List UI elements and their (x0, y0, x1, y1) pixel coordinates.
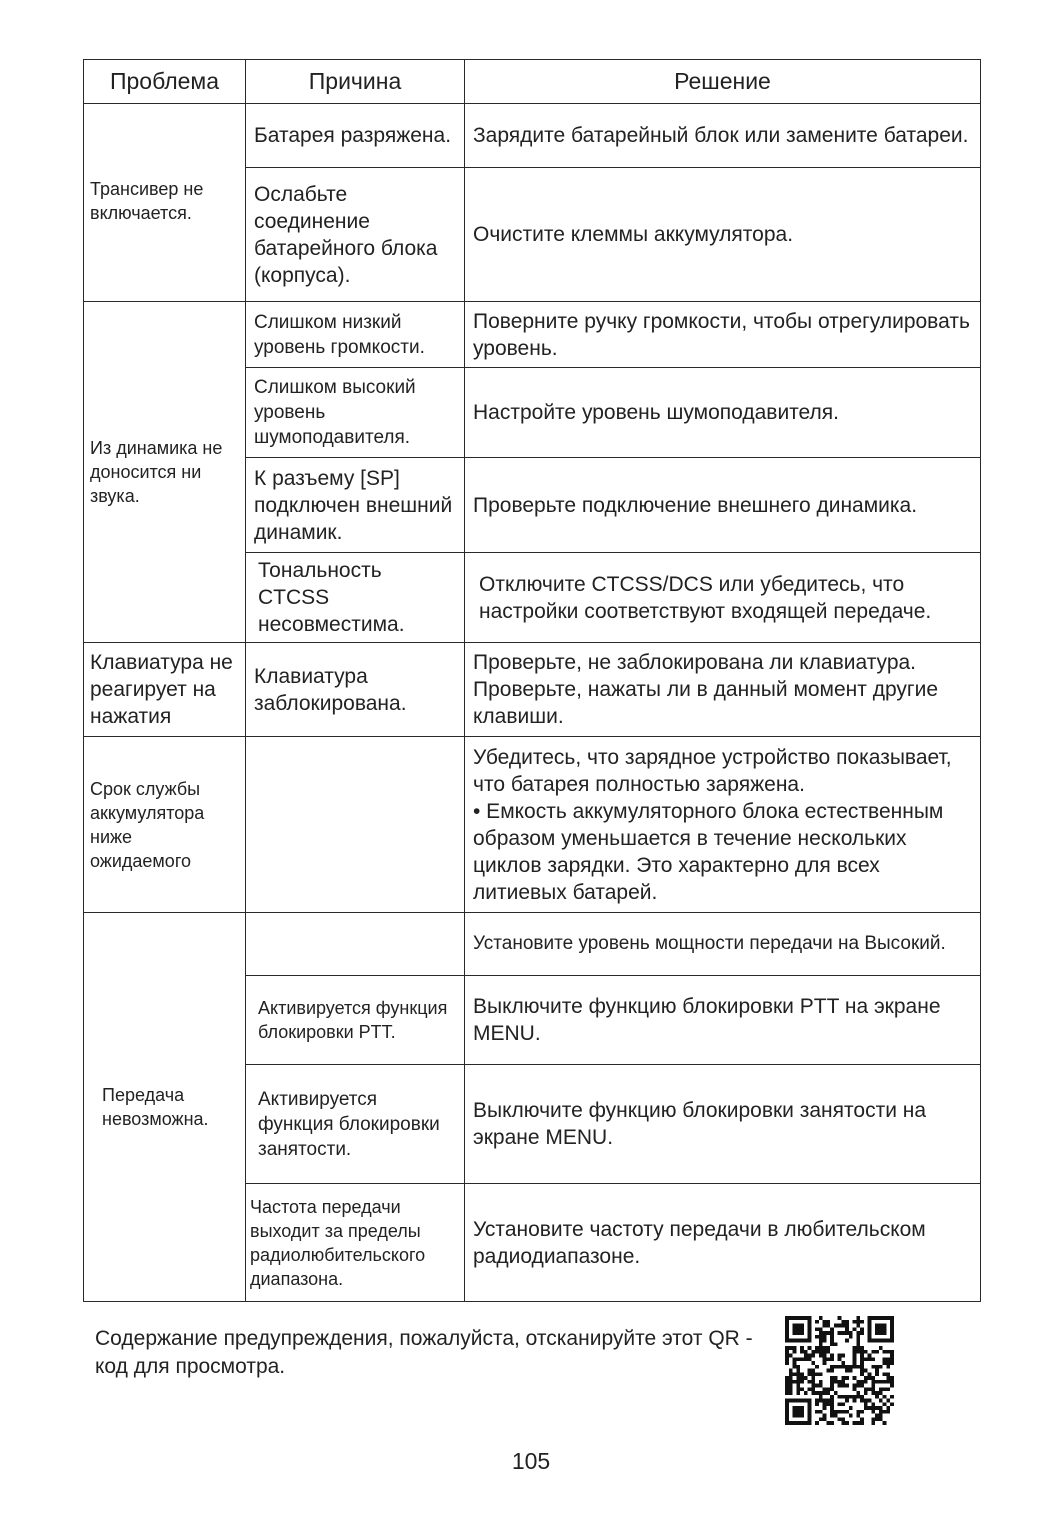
cause-cell: Активируется функция блокировки PTT. (246, 976, 465, 1065)
solution-cell: Настройте уровень шумоподавителя. (465, 368, 981, 458)
solution-cell (465, 737, 981, 913)
problem-cell: Передача невозможна. (84, 913, 246, 1302)
page-number: 105 (511, 1448, 551, 1474)
problem-cell: Срок службы аккумулятора ниже ожидаемого (84, 737, 246, 913)
solution-cell: Выключите функцию блокировки занятости на экране MENU. (465, 1065, 981, 1184)
problem-cell: Из динамика не доносится ни звука. (84, 302, 246, 643)
header-solution: Решение (465, 60, 981, 104)
cause-cell: Слишком низкий уровень громкости. (246, 302, 465, 368)
solution-cell: Установите уровень мощности передачи на Высокий. (465, 913, 981, 976)
cause-cell-empty (246, 913, 465, 976)
header-problem: Проблема (84, 60, 246, 104)
cause-cell: Батарея разряжена. (246, 104, 465, 168)
cause-cell: Активируется функция блокировки занятости. (246, 1065, 465, 1184)
cause-cell: Частота передачи выходит за пределы радиолюбительского диапазона. (246, 1184, 465, 1302)
table-row (84, 643, 981, 737)
table-row (84, 913, 981, 976)
table-row (84, 737, 981, 913)
solution-cell: Очистите клеммы аккумулятора. (465, 168, 981, 302)
troubleshooting-table (83, 59, 981, 1302)
cause-cell: Тональность CTCSS несовместима. (246, 553, 465, 643)
cause-cell: Ослабьте соединение батарейного блока (корпуса). (246, 168, 465, 302)
qr-instruction-text: Содержание предупреждения, пожалуйста, отсканируйте этот QR - код для просмотра. (95, 1327, 753, 1378)
cause-cell-empty (246, 737, 465, 913)
solution-bullet-text: • Емкость аккумуляторного блока естественным образом уменьшается в течение нескольких циклов зарядки. Это характерно для всех литиевых батарей. (473, 799, 944, 904)
solution-cell: Зарядите батарейный блок или замените батареи. (465, 104, 981, 168)
solution-cell: Установите частоту передачи в любительском радиодиапазоне. (465, 1184, 981, 1302)
table-header-row (84, 60, 981, 104)
solution-cell: Проверьте, не заблокирована ли клавиатура. Проверьте, нажаты ли в данный момент другие клавиши. (465, 643, 981, 737)
solution-cell: Выключите функцию блокировки PTT на экране MENU. (465, 976, 981, 1065)
cause-cell: Слишком высокий уровень шумоподавителя. (246, 368, 465, 458)
troubleshooting-table-container (83, 59, 980, 1302)
qr-code-icon[interactable] (785, 1316, 894, 1425)
header-cause: Причина (246, 60, 465, 104)
cause-cell: Клавиатура заблокирована. (246, 643, 465, 737)
table-row (84, 104, 981, 168)
solution-cell: Отключите CTCSS/DCS или убедитесь, что настройки соответствуют входящей передаче. (465, 553, 981, 643)
problem-cell: Трансивер не включается. (84, 104, 246, 302)
solution-text: Убедитесь, что зарядное устройство показывает, что батарея полностью заряжена. (473, 745, 952, 796)
solution-cell: Поверните ручку громкости, чтобы отрегулировать уровень. (465, 302, 981, 368)
table-row (84, 302, 981, 368)
cause-cell: К разъему [SP] подключен внешний динамик. (246, 458, 465, 553)
solution-cell: Проверьте подключение внешнего динамика. (465, 458, 981, 553)
problem-cell: Клавиатура не реагирует на нажатия (84, 643, 246, 737)
